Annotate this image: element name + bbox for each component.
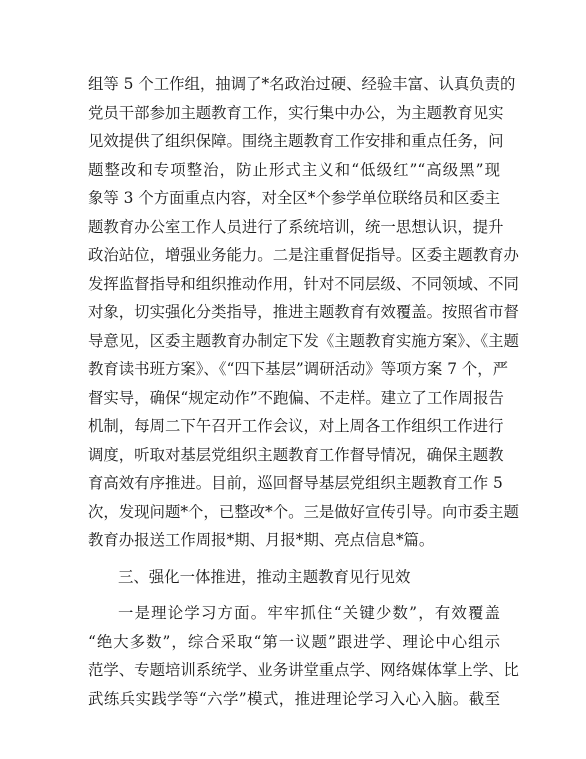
text-line: 教育办报送工作周报*期、月报*期、亮点信息*篇。 — [88, 531, 435, 549]
paragraph-2 — [88, 599, 519, 713]
text-line: 题教育办公室工作人员进行了系统培训，统一思想认识，提升 — [88, 217, 504, 236]
text-line: 党员干部参加主题教育工作，实行集中办公，为主题教育见实 — [88, 103, 504, 122]
text-line: 题整改和专项整治，防止形式主义和“低级红”“高级黑”现 — [88, 160, 500, 179]
document-page — [88, 70, 519, 713]
text-line: 组等 5 个工作组，抽调了*名政治过硬、经验丰富、认真负责的 — [88, 75, 516, 93]
text-line: 调度，听取对基层党组织主题教育工作督导情况，确保主题教 — [88, 445, 504, 464]
paragraph-1 — [88, 70, 519, 555]
text-line: 育高效有序推进。目前，巡回督导基层党组织主题教育工作 5 — [88, 474, 503, 492]
text-line: 一是理论学习方面。牢牢抓住“关键少数”，有效覆盖 — [118, 604, 500, 622]
text-line: 导意见，区委主题教育办制定下发《主题教育实施方案》、《主题 — [88, 331, 519, 350]
text-line: 政治站位，增强业务能力。二是注重督促指导。区委主题教育办 — [88, 246, 519, 264]
text-line: “绝大多数”，综合采取“第一议题”跟进学、理论中心组示 — [88, 632, 500, 651]
text-line: 武练兵实践学等“六学”模式，推进理论学习入心入脑。截至 — [88, 689, 500, 708]
text-line: 范学、专题培训系统学、业务讲堂重点学、网络媒体掌上学、比 — [88, 661, 519, 679]
text-line: 见效提供了组织保障。围绕主题教育工作安排和重点任务，问 — [88, 132, 504, 150]
text-line: 机制，每周二下午召开工作会议，对上周各工作组织工作进行 — [88, 417, 504, 435]
text-line: 次，发现问题*个，已整改*个。三是做好宣传引导。向市委主题 — [88, 502, 519, 521]
text-line: 督实导，确保“规定动作”不跑偏、不走样。建立了工作周报告 — [88, 388, 504, 407]
text-line: 教育读书班方案》、《“四下基层”调研活动》等项方案 7 个，严 — [88, 360, 509, 378]
text-line: 象等 3 个方面重点内容，对全区*个参学单位联络员和区委主 — [88, 189, 501, 207]
text-line: 对象，切实强化分类指导，推进主题教育有效覆盖。按照省市督 — [88, 303, 519, 321]
text-line: 发挥监督指导和组织推动作用，针对不同层级、不同领域、不同 — [88, 274, 519, 293]
section-heading: 三、强化一体推进，推动主题教育见行见效 — [118, 567, 411, 586]
